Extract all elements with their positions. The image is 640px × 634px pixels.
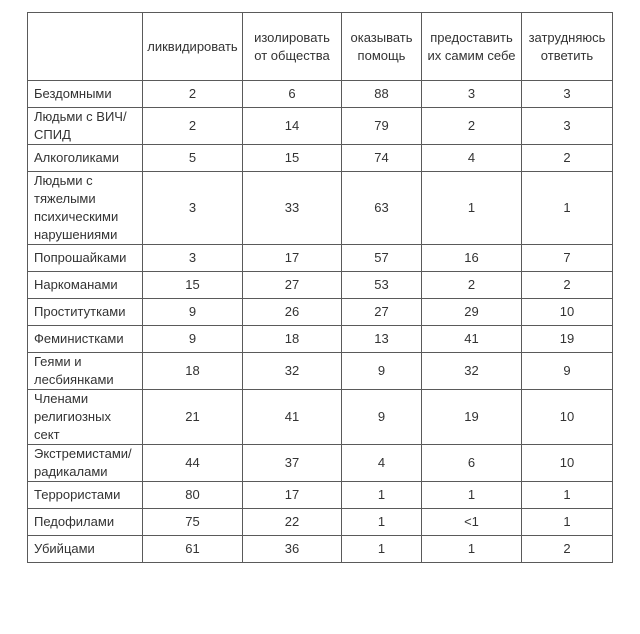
cell-value: 2 [143,108,243,145]
cell-value: 44 [143,445,243,482]
cell-value: 2 [422,108,522,145]
cell-value: 61 [143,536,243,563]
header-cell-help: оказывать помощь [342,13,422,81]
cell-value: 10 [522,390,613,445]
table-row [28,299,613,326]
table-row [28,390,613,445]
table-row [28,326,613,353]
cell-value: 17 [243,482,342,509]
cell-value: 2 [522,536,613,563]
row-group-label: Геями и лесбиянками [28,353,143,390]
cell-value: 41 [243,390,342,445]
cell-value: 80 [143,482,243,509]
cell-value: <1 [422,509,522,536]
cell-value: 3 [143,172,243,245]
cell-value: 1 [422,482,522,509]
cell-value: 2 [522,272,613,299]
cell-value: 79 [342,108,422,145]
row-group-label: Людьми с тяжелыми психическими нарушениями [28,172,143,245]
cell-value: 1 [342,482,422,509]
cell-value: 57 [342,245,422,272]
row-group-label: Феминистками [28,326,143,353]
cell-value: 63 [342,172,422,245]
cell-value: 37 [243,445,342,482]
cell-value: 4 [422,145,522,172]
cell-value: 1 [342,536,422,563]
cell-value: 41 [422,326,522,353]
cell-value: 88 [342,81,422,108]
table-row [28,353,613,390]
table-row [28,482,613,509]
survey-table-container [27,12,613,563]
table-row [28,172,613,245]
cell-value: 1 [522,482,613,509]
cell-value: 7 [522,245,613,272]
cell-value: 17 [243,245,342,272]
row-group-label: Алкоголиками [28,145,143,172]
cell-value: 1 [522,509,613,536]
cell-value: 13 [342,326,422,353]
cell-value: 15 [143,272,243,299]
cell-value: 5 [143,145,243,172]
cell-value: 32 [243,353,342,390]
cell-value: 15 [243,145,342,172]
cell-value: 16 [422,245,522,272]
cell-value: 2 [522,145,613,172]
row-group-label: Наркоманами [28,272,143,299]
header-row [28,13,613,81]
cell-value: 9 [143,326,243,353]
cell-value: 21 [143,390,243,445]
cell-value: 9 [143,299,243,326]
cell-value: 14 [243,108,342,145]
cell-value: 53 [342,272,422,299]
cell-value: 1 [422,172,522,245]
header-cell-eliminate: ликвидировать [143,13,243,81]
table-row [28,145,613,172]
cell-value: 74 [342,145,422,172]
table-row [28,272,613,299]
row-group-label: Педофилами [28,509,143,536]
table-row [28,245,613,272]
cell-value: 3 [522,81,613,108]
cell-value: 1 [422,536,522,563]
row-group-label: Попрошайками [28,245,143,272]
cell-value: 9 [342,390,422,445]
cell-value: 18 [143,353,243,390]
cell-value: 2 [422,272,522,299]
cell-value: 19 [522,326,613,353]
cell-value: 4 [342,445,422,482]
header-cell-group [28,13,143,81]
table-row [28,536,613,563]
survey-table [27,12,613,563]
cell-value: 10 [522,299,613,326]
cell-value: 6 [422,445,522,482]
row-group-label: Бездомными [28,81,143,108]
table-row [28,445,613,482]
cell-value: 75 [143,509,243,536]
cell-value: 3 [422,81,522,108]
cell-value: 18 [243,326,342,353]
header-cell-undecided: затрудняюсь ответить [522,13,613,81]
cell-value: 6 [243,81,342,108]
cell-value: 2 [143,81,243,108]
cell-value: 1 [522,172,613,245]
row-group-label: Проститутками [28,299,143,326]
cell-value: 3 [522,108,613,145]
table-row [28,108,613,145]
row-group-label: Людьми с ВИЧ/СПИД [28,108,143,145]
cell-value: 1 [342,509,422,536]
table-row [28,81,613,108]
header-cell-isolate: изолировать от общества [243,13,342,81]
cell-value: 9 [522,353,613,390]
cell-value: 29 [422,299,522,326]
row-group-label: Террористами [28,482,143,509]
cell-value: 27 [243,272,342,299]
cell-value: 3 [143,245,243,272]
cell-value: 9 [342,353,422,390]
cell-value: 36 [243,536,342,563]
header-cell-leave-alone: предоставить их самим себе [422,13,522,81]
row-group-label: Убийцами [28,536,143,563]
cell-value: 33 [243,172,342,245]
row-group-label: Членами религиозных сект [28,390,143,445]
cell-value: 19 [422,390,522,445]
cell-value: 22 [243,509,342,536]
cell-value: 27 [342,299,422,326]
cell-value: 26 [243,299,342,326]
cell-value: 10 [522,445,613,482]
cell-value: 32 [422,353,522,390]
row-group-label: Экстремистами/ радикалами [28,445,143,482]
table-row [28,509,613,536]
